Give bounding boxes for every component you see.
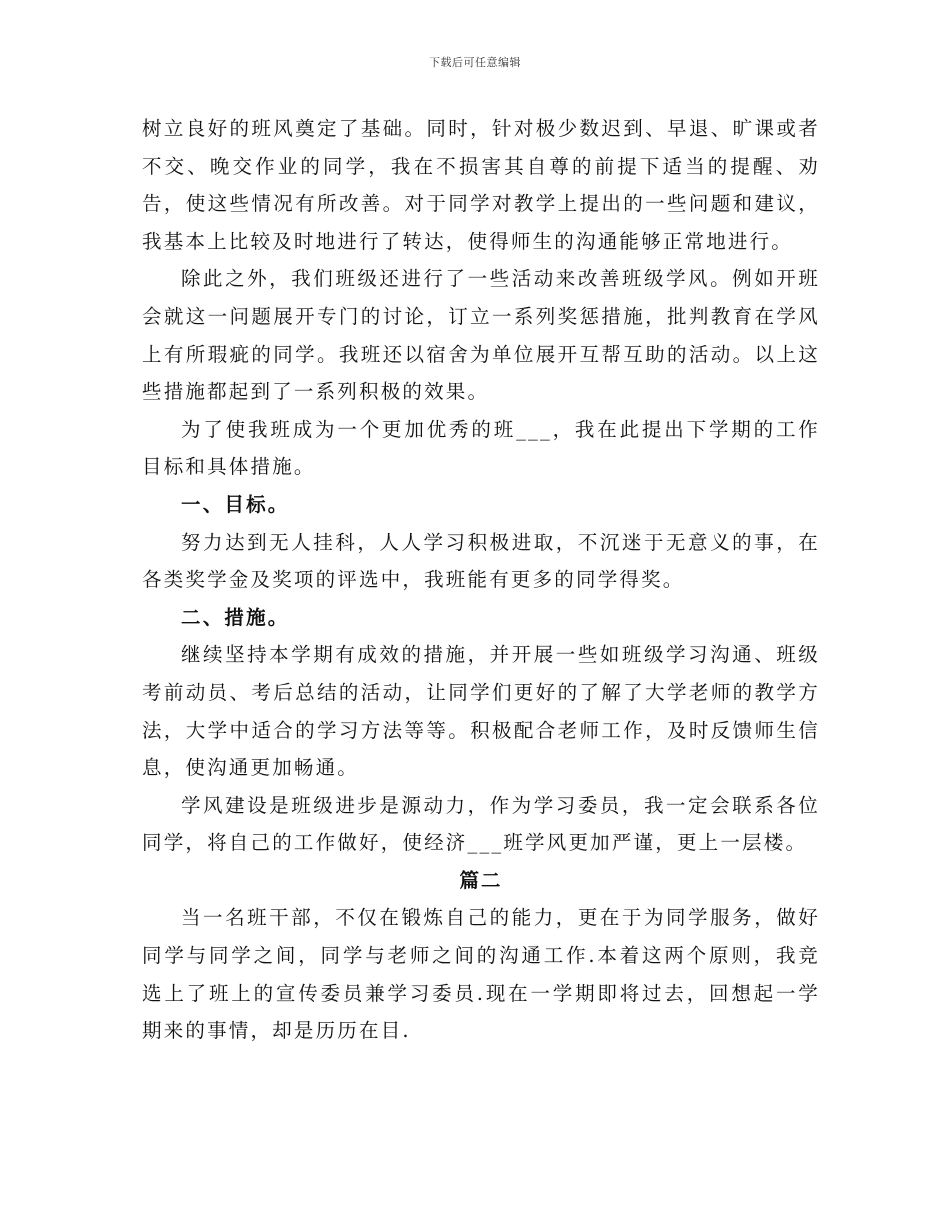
heading-goals: 一、目标。 [181,492,290,516]
paragraph-section-two: 当一名班干部，不仅在锻炼自己的能力，更在于为同学服务，做好同学与同学之间，同学与老师之间的沟通工作.本着这两个原则，我竞选上了班上的宣传委员兼学习委员.现在一学期即将过去，回想起一学期来的事情，却是历历在目. [142,906,820,1043]
paragraph-activities: 除此之外，我们班级还进行了一些活动来改善班级学风。例如开班会就这一问题展开专门的讨论，订立一系列奖惩措施，批判教育在学风上有所瑕疵的同学。我班还以宿舍为单位展开互帮互助的活动。以上这些措施都起到了一系列积极的效果。 [142,267,820,404]
paragraph-goals: 努力达到无人挂科，人人学习积极进取，不沉迷于无意义的事，在各类奖学金及奖项的评选中，我班能有更多的同学得奖。 [142,530,820,592]
paragraph-continuation: 树立良好的班风奠定了基础。同时，针对极少数迟到、早退、旷课或者不交、晚交作业的同学，我在不损害其自尊的前提下适当的提醒、劝告，使这些情况有所改善。对于同学对教学上提出的一些问题和建议，我基本上比较及时地进行了转达，使得师生的沟通能够正常地进行。 [142,117,820,253]
paragraph-goals-intro: 为了使我班成为一个更加优秀的班___，我在此提出下学期的工作目标和具体措施。 [142,417,820,479]
paragraph-measures: 继续坚持本学期有成效的措施，并开展一些如班级学习沟通、班级考前动员、考后总结的活动，让同学们更好的了解了大学老师的教学方法，大学中适合的学习方法等等。积极配合老师工作，及时反馈师生信息，使沟通更加畅通。 [142,643,820,780]
section-title: 篇二 [459,868,503,892]
page-header: 下载后可任意编辑 [429,56,521,69]
document-body [142,110,820,1050]
heading-measures: 二、措施。 [181,605,290,629]
paragraph-conclusion: 学风建设是班级进步是源动力，作为学习委员，我一定会联系各位同学，将自己的工作做好，使经济___班学风更加严谨，更上一层楼。 [142,793,820,855]
